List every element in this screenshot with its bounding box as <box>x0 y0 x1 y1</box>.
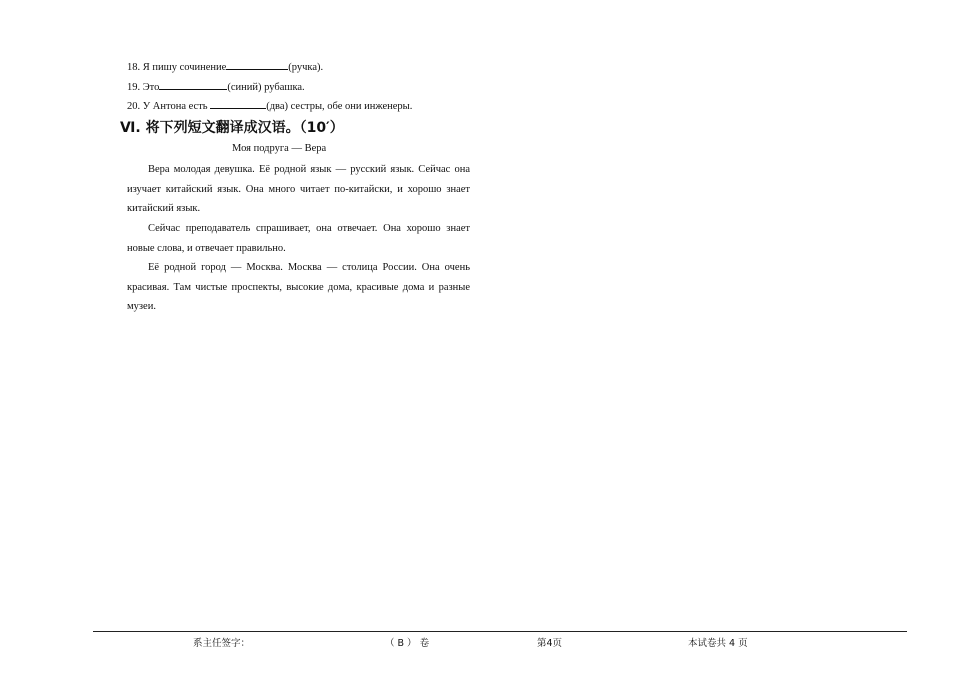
total-pages: 本试卷共 4 页 <box>688 638 748 649</box>
exercise-hint: (два) сестры, обе они инженеры. <box>266 101 413 112</box>
exercise-number: 19. <box>127 82 141 93</box>
exercise-number: 18. <box>127 62 141 73</box>
answer-blank[interactable] <box>159 78 227 90</box>
exercise-19 <box>127 78 305 95</box>
exercise-20 <box>127 97 412 114</box>
exercise-hint: (синий) рубашка. <box>227 82 305 93</box>
text-title: Моя подруга — Вера <box>232 143 327 154</box>
page-number: 第4页 <box>537 638 563 649</box>
exercise-text: Это <box>142 82 160 93</box>
footer-divider <box>93 631 907 632</box>
exercise-hint: (ручка). <box>288 62 324 73</box>
exercise-number: 20. <box>127 101 141 112</box>
paragraph-3: Её родной город — Москва. Москва — столица России. Она очень красивая. Там чистые проспекты, высокие дома, красивые дома и разные музеи. <box>127 262 470 312</box>
section-title: Ⅵ. 将下列短文翻译成汉语。（10′） <box>120 120 344 136</box>
paper-version: （ B ） 卷 <box>385 638 430 649</box>
paragraph-2: Сейчас преподаватель спрашивает, она отвечает. Она хорошо знает новые слова, и отвечает правильно. <box>127 223 470 254</box>
exercise-text: У Антона есть <box>142 101 208 112</box>
paragraph-1: Вера молодая девушка. Её родной язык — русский язык. Сейчас она изучает китайский язык. Она много читает по-китайски, и хорошо знает китайский язык. <box>127 164 470 214</box>
exercise-text: Я пишу сочинение <box>142 62 227 73</box>
exercise-18 <box>127 58 323 75</box>
answer-blank[interactable] <box>210 97 266 109</box>
answer-blank[interactable] <box>226 58 288 70</box>
signature-label: 系主任签字： <box>193 638 251 649</box>
